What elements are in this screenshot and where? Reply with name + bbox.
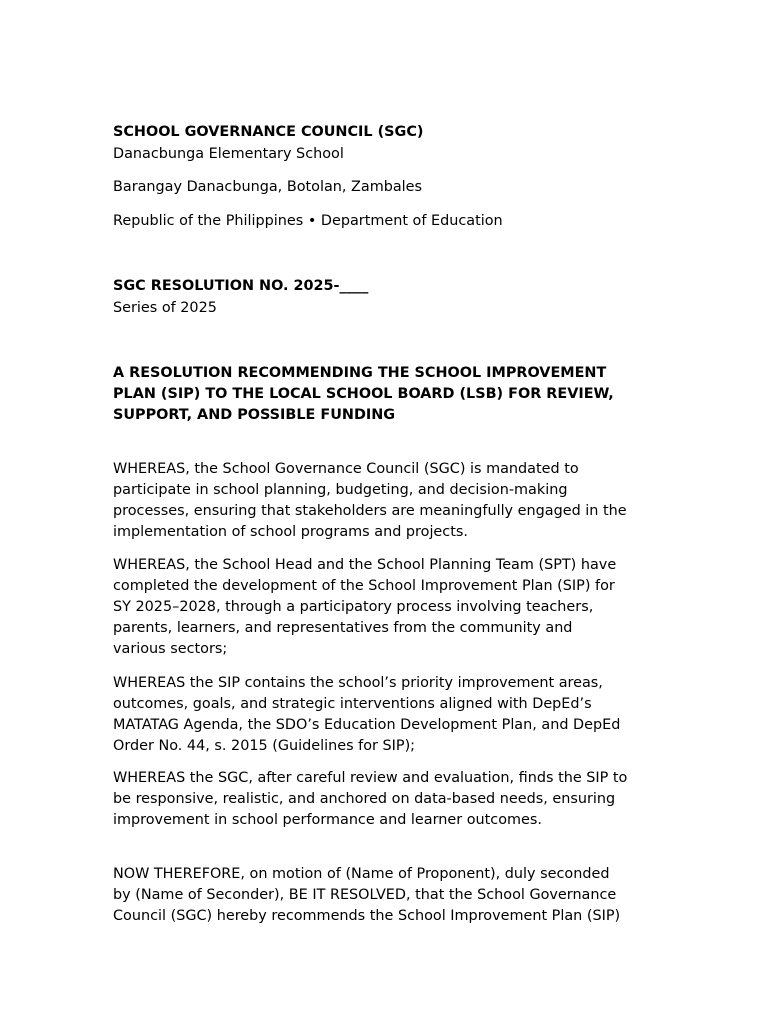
whereas-paragraph-1 <box>113 459 658 543</box>
paragraph-line: WHEREAS, the School Head and the School Planning Team (SPT) have <box>113 557 617 573</box>
agency-line: Republic of the Philippines • Department of Education <box>113 213 503 229</box>
paragraph-line: participate in school planning, budgeting, and decision-making <box>113 482 568 498</box>
title-line: A RESOLUTION RECOMMENDING THE SCHOOL IMPROVEMENT <box>113 365 607 381</box>
paragraph-line: various sectors; <box>113 641 228 657</box>
paragraph-line: parents, learners, and representatives from the community and <box>113 620 573 636</box>
whereas-paragraph-4 <box>113 768 658 831</box>
resolution-series: Series of 2025 <box>113 300 217 316</box>
paragraph-line: SY 2025–2028, through a participatory process involving teachers, <box>113 599 594 615</box>
paragraph-line: processes, ensuring that stakeholders are meaningfully engaged in the <box>113 503 627 519</box>
paragraph-line: be responsive, realistic, and anchored on data-based needs, ensuring <box>113 791 616 807</box>
document-page <box>113 0 658 1024</box>
title-line: PLAN (SIP) TO THE LOCAL SCHOOL BOARD (LSB) FOR REVIEW, <box>113 386 614 402</box>
paragraph-line: improvement in school performance and learner outcomes. <box>113 812 542 828</box>
paragraph-line: WHEREAS the SGC, after careful review and evaluation, finds the SIP to <box>113 770 628 786</box>
paragraph-line: by (Name of Seconder), BE IT RESOLVED, that the School Governance <box>113 887 617 903</box>
whereas-paragraph-2 <box>113 555 658 660</box>
paragraph-line: Council (SGC) hereby recommends the School Improvement Plan (SIP) <box>113 908 621 924</box>
school-name: Danacbunga Elementary School <box>113 146 344 162</box>
therefore-paragraph <box>113 864 658 927</box>
council-heading: SCHOOL GOVERNANCE COUNCIL (SGC) <box>113 124 424 140</box>
paragraph-line: NOW THEREFORE, on motion of (Name of Proponent), duly seconded <box>113 866 610 882</box>
paragraph-line: MATATAG Agenda, the SDO’s Education Development Plan, and DepEd <box>113 717 621 733</box>
paragraph-line: implementation of school programs and projects. <box>113 524 468 540</box>
whereas-paragraph-3 <box>113 673 658 757</box>
paragraph-line: WHEREAS the SIP contains the school’s priority improvement areas, <box>113 675 603 691</box>
resolution-number: SGC RESOLUTION NO. 2025-____ <box>113 278 369 294</box>
paragraph-line: WHEREAS, the School Governance Council (SGC) is mandated to <box>113 461 579 477</box>
paragraph-line: completed the development of the School Improvement Plan (SIP) for <box>113 578 615 594</box>
school-address: Barangay Danacbunga, Botolan, Zambales <box>113 179 423 195</box>
paragraph-line: outcomes, goals, and strategic interventions aligned with DepEd’s <box>113 696 592 712</box>
paragraph-line: Order No. 44, s. 2015 (Guidelines for SIP); <box>113 738 416 754</box>
resolution-title <box>113 363 658 426</box>
title-line: SUPPORT, AND POSSIBLE FUNDING <box>113 407 396 423</box>
